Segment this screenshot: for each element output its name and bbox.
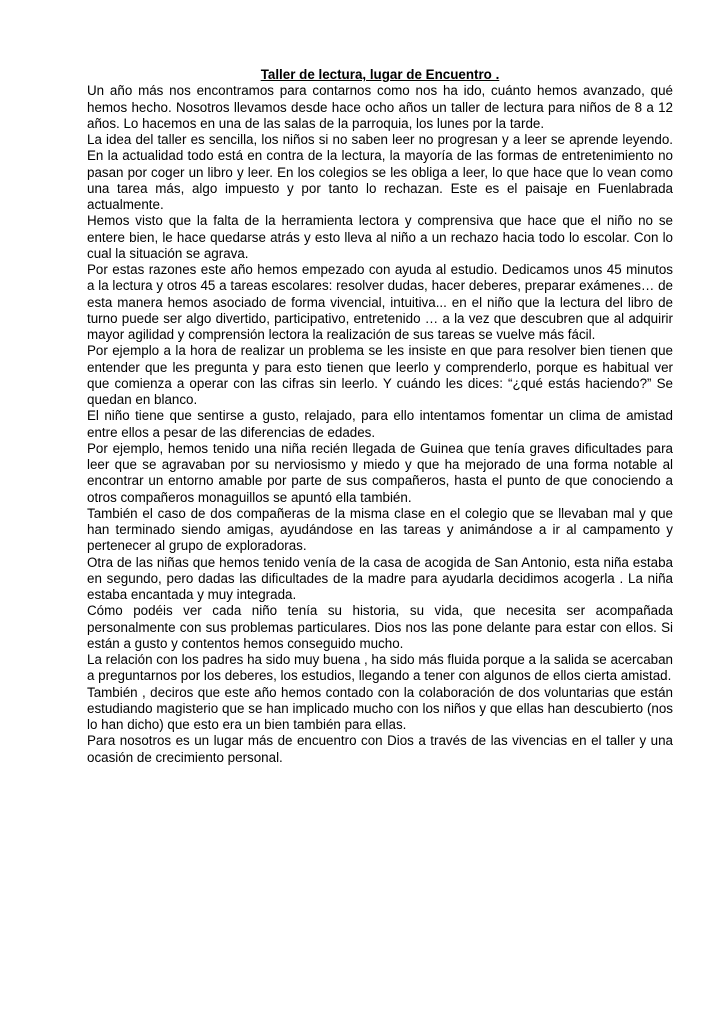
paragraph-climate: El niño tiene que sentirse a gusto, relajado, para ello intentamos fomentar un clima de amistad entre ellos a pesar de las diferencias de edades.	[87, 408, 673, 440]
paragraph-each-child: Cómo podéis ver cada niño tenía su historia, su vida, que necesita ser acompañada personalmente con sus problemas particulares. Dios nos las pone delante para estar con ellos. Si están a gusto y contentos hemos conseguido mucho.	[87, 603, 673, 651]
paragraph-idea: La idea del taller es sencilla, los niños si no saben leer no progresan y a leer se aprende leyendo. En la actualidad todo está en contra de la lectura, la mayoría de las formas de entretenimiento no pasan por coger un libro y leer. En los colegios se les obliga a leer, lo que hace que lo vean como una tarea más, algo impuesto y por tanto lo rechazan. Este es el paisaje en Fuenlabrada actualmente.	[87, 132, 673, 212]
paragraph-classmates: También el caso de dos compañeras de la misma clase en el colegio que se llevaban mal y que han terminado siendo amigas, ayudándose en las tareas y animándose a ir al campamento y pertenecer al grupo de exploradoras.	[87, 505, 673, 554]
paragraph-study-help: Por estas razones este año hemos empezado con ayuda al estudio. Dedicamos unos 45 minutos a la lectura y otros 45 a tareas escolares: resolver dudas, hacer deberes, preparar exámenes… de esta manera hemos asociado de forma vivencial, intuitiva... en el niño que la lectura del libro de turno puede ser algo divertido, participativo, entretenido … a la vez que descubren que al adquirir mayor agilidad y comprensión lectora la realización de sus tareas se vuelve más fácil.	[87, 262, 673, 342]
paragraph-problem: Hemos visto que la falta de la herramienta lectora y comprensiva que hace que el niño no se entere bien, le hace quedarse atrás y esto lleva al niño a un rechazo hacia todo lo escolar. Con lo cual la situación se agrava.	[87, 213, 673, 261]
paragraph-closing: Para nosotros es un lugar más de encuentro con Dios a través de las vivencias en el taller y una ocasión de crecimiento personal.	[87, 733, 673, 765]
document-title: Taller de lectura, lugar de Encuentro .	[260, 67, 500, 82]
paragraph-intro: Un año más nos encontramos para contarnos como nos ha ido, cuánto hemos avanzado, qué hemos hecho. Nosotros llevamos desde hace ocho años un taller de lectura para niños de 8 a 12 años. Lo hacemos en una de las salas de la parroquia, los lunes por la tarde.	[87, 83, 673, 131]
paragraph-example-problem: Por ejemplo a la hora de realizar un problema se les insiste en que para resolver bien tienen que entender que les pregunta y para esto tienen que leerlo y comprenderlo, porque es habitual ver que comienza a operar con las cifras sin leerlo. Y cuándo les dices: “¿qué estás haciendo?” Se quedan en blanco.	[87, 343, 673, 407]
document-page	[87, 67, 673, 766]
paragraph-parents: La relación con los padres ha sido muy buena , ha sido más fluida porque a la salida se acercaban a preguntarnos por los deberes, los estudios, llegando a tener con algunos de ellos cierta amistad.	[87, 652, 673, 684]
paragraph-guinea: Por ejemplo, hemos tenido una niña recién llegada de Guinea que tenía graves dificultades para leer que se agravaban por su nerviosismo y miedo y que ha mejorado de una forma notable al encontrar un entorno amable por parte de sus compañeros, hasta el punto de que conociendo a otros compañeros monaguillos se apuntó ella también.	[87, 440, 673, 505]
paragraph-foster-home: Otra de las niñas que hemos tenido venía de la casa de acogida de San Antonio, esta niña estaba en segundo, pero dadas las dificultades de la madre para ayudarla decidimos acogerla . La niña estaba encantada y muy integrada.	[87, 554, 673, 602]
paragraph-volunteers: También , deciros que este año hemos contado con la colaboración de dos voluntarias que están estudiando magisterio que se han implicado mucho con los niños y que ellas han descubierto (nos lo han dicho) que esto era un bien también para ellas.	[87, 684, 673, 732]
